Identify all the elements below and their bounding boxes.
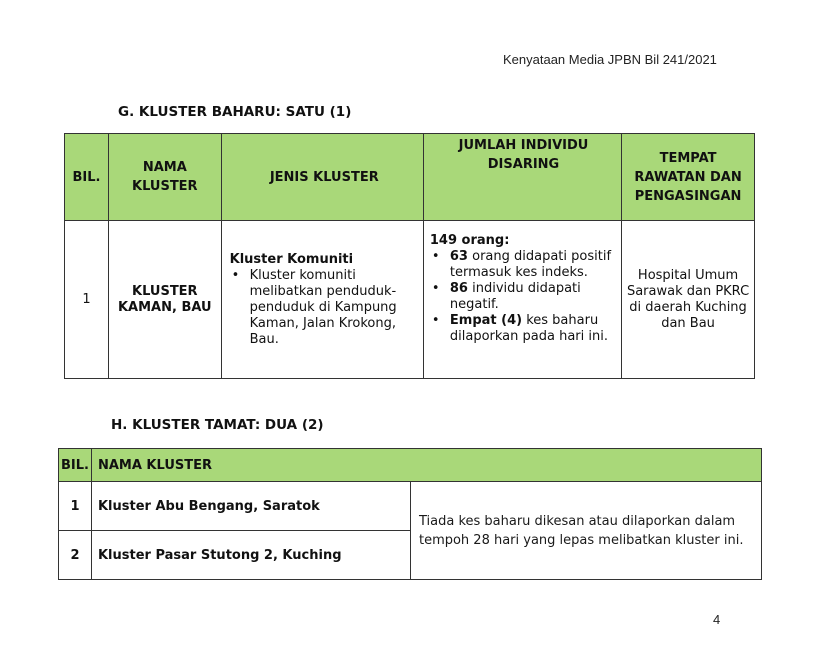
cell-jenis-kluster [221,221,423,379]
cell-bil: 1 [59,482,92,531]
list-item [430,249,617,281]
column-header-tempat-rawatan: TEMPAT RAWATAN DAN PENGASINGAN [622,134,755,221]
cell-bil: 1 [65,221,109,379]
cluster-type-title: Kluster Komuniti [229,251,354,267]
section-g-title: G. KLUSTER BAHARU: SATU (1) [118,104,352,120]
table-row [65,221,755,379]
list-item [430,313,617,345]
cell-bil: 2 [59,531,92,580]
column-header-nama-kluster: NAMA KLUSTER [108,134,221,221]
cell-status-note: Tiada kes baharu dikesan atau dilaporkan dalam tempoh 28 hari yang lepas melibatkan kluster ini. [410,482,761,580]
list-item-count: 86 [449,281,468,296]
list-item-count: Empat (4) [449,313,523,328]
cluster-type-list [230,268,419,348]
column-header-nama-kluster: NAMA KLUSTER [91,449,761,482]
list-item [430,281,617,313]
list-item-text: individu didapati negatif. [449,281,581,312]
ended-cluster-table [58,448,762,580]
document-reference: Kenyataan Media JPBN Bil 241/2021 [503,52,717,67]
screened-breakdown-list [430,249,617,345]
page-number: 4 [713,612,721,627]
column-header-bil: BIL. [65,134,109,221]
table-header-row [59,449,762,482]
new-cluster-table [64,133,755,379]
column-header-jenis-kluster: JENIS KLUSTER [221,134,423,221]
cell-nama-kluster: KLUSTER KAMAN, BAU [108,221,221,379]
cell-nama-kluster: Kluster Pasar Stutong 2, Kuching [91,531,410,580]
cell-jumlah-individu [423,221,621,379]
column-header-bil: BIL. [59,449,92,482]
list-item-count: 63 [449,249,468,264]
screened-total: 149 orang: [429,233,510,248]
table-header-row [65,134,755,221]
section-h-title: H. KLUSTER TAMAT: DUA (2) [111,417,324,433]
table-row [59,482,762,531]
list-item-text: orang didapati positif termasuk kes indeks. [449,249,612,280]
list-item-text: kes baharu dilaporkan pada hari ini. [449,313,608,344]
cell-tempat-rawatan: Hospital Umum Sarawak dan PKRC di daerah Kuching dan Bau [622,221,755,379]
list-item: • Kluster komuniti melibatkan penduduk-penduduk di Kampung Kaman, Jalan Krokong, Bau. [230,268,419,348]
cell-nama-kluster: Kluster Abu Bengang, Saratok [91,482,410,531]
column-header-jumlah-individu: JUMLAH INDIVIDU DISARING [423,134,621,221]
